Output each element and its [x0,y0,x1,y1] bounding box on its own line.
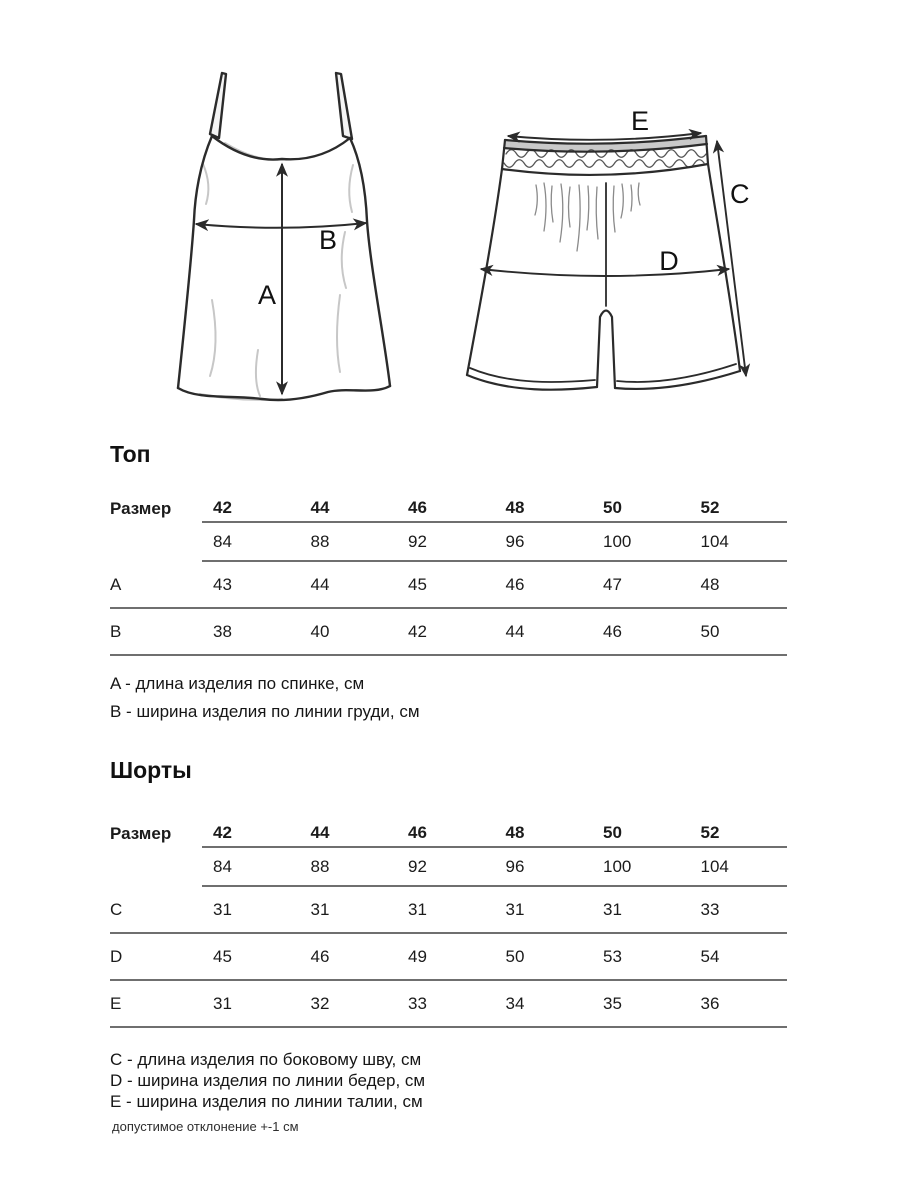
value-cell: 96 [505,856,525,876]
value-cell: 33 [700,899,720,919]
measure-label-d: D [659,246,679,276]
size-header-cell: 48 [505,497,525,517]
value-cell: 50 [700,621,720,641]
value-cell: 32 [310,993,330,1013]
row-label: D [110,946,123,966]
shorts-section-title: Шорты [110,757,192,783]
value-cell: 53 [603,946,622,966]
size-header-cell: 44 [310,497,330,517]
value-cell: 88 [310,531,330,551]
value-cell: 49 [408,946,427,966]
note-e: E - ширина изделия по линии талии, см [110,1092,423,1111]
row-label: A [110,574,122,594]
value-cell: 31 [310,899,330,919]
table-row [110,887,787,934]
measure-arrow-d [481,269,729,276]
value-cell: 31 [213,993,232,1013]
value-cell: 47 [603,574,622,594]
measure-label-c: C [730,179,750,209]
size-header-cell: 52 [700,497,720,517]
size-header-cell: 46 [408,822,427,842]
note-a: A - длина изделия по спинке, см [110,674,365,693]
size-header-cell: 44 [310,822,330,842]
shorts-size-table [110,819,787,1028]
size-header-cell: 52 [700,822,720,842]
row-label: B [110,621,122,641]
value-cell: 44 [310,574,330,594]
value-cell: 54 [700,946,720,966]
value-cell: 44 [505,621,525,641]
value-cell: 34 [505,993,525,1013]
measure-label-b: B [318,225,338,255]
row-label [110,848,202,887]
value-cell: 46 [310,946,330,966]
value-cell: 35 [603,993,622,1013]
measure-arrow-c [717,141,746,376]
size-header-cell: 50 [603,497,622,517]
table-row [110,523,787,562]
value-cell: 31 [408,899,427,919]
value-cell: 33 [408,993,427,1013]
waistband-gathers [535,183,640,251]
size-header-cell: 42 [213,822,232,842]
value-cell: 50 [505,946,525,966]
top-size-table [110,494,787,656]
table-row [110,981,787,1028]
measure-label-a: A [257,280,276,310]
top-section-title: Топ [110,441,151,467]
table-row [110,934,787,981]
value-cell: 46 [505,574,525,594]
value-cell: 84 [213,531,232,551]
row-label: E [110,993,122,1013]
top-sketch [140,50,420,430]
value-cell: 88 [310,856,330,876]
top-measure-arrows [196,164,366,394]
value-cell: 92 [408,856,427,876]
value-cell: 40 [310,621,330,641]
value-cell: 100 [603,531,632,551]
value-cell: 84 [213,856,232,876]
value-cell: 96 [505,531,525,551]
size-header-cell: 42 [213,497,232,517]
value-cell: 31 [505,899,525,919]
row-label [110,523,202,562]
table-row [110,848,787,887]
size-header-cell: 48 [505,822,525,842]
value-cell: 48 [700,574,720,594]
table-header-row [110,494,787,523]
value-cell: 38 [213,621,232,641]
table-row [110,562,787,609]
top-outline [178,73,390,400]
value-cell: 92 [408,531,427,551]
value-cell: 104 [700,531,729,551]
measure-label-e: E [630,106,650,136]
size-header-cell: 50 [603,822,622,842]
value-cell: 104 [700,856,729,876]
note-d: D - ширина изделия по линии бедер, см [110,1071,426,1090]
note-c: C - длина изделия по боковому шву, см [110,1050,422,1069]
value-cell: 31 [603,899,622,919]
shorts-sketch [440,90,770,420]
table-row [110,609,787,656]
size-header-cell: 46 [408,497,427,517]
row-label: Размер [110,498,172,518]
value-cell: 36 [700,993,720,1013]
row-label: C [110,899,123,919]
row-label: Размер [110,823,172,843]
value-cell: 43 [213,574,232,594]
top-fold-lines [200,143,353,400]
value-cell: 31 [213,899,232,919]
shorts-outline [467,136,740,390]
value-cell: 42 [408,621,427,641]
value-cell: 45 [213,946,232,966]
note-b: B - ширина изделия по линии груди, см [110,702,420,721]
value-cell: 45 [408,574,427,594]
tolerance-note: допустимое отклонение +-1 см [112,1119,299,1134]
value-cell: 100 [603,856,632,876]
table-header-row [110,819,787,848]
value-cell: 46 [603,621,622,641]
